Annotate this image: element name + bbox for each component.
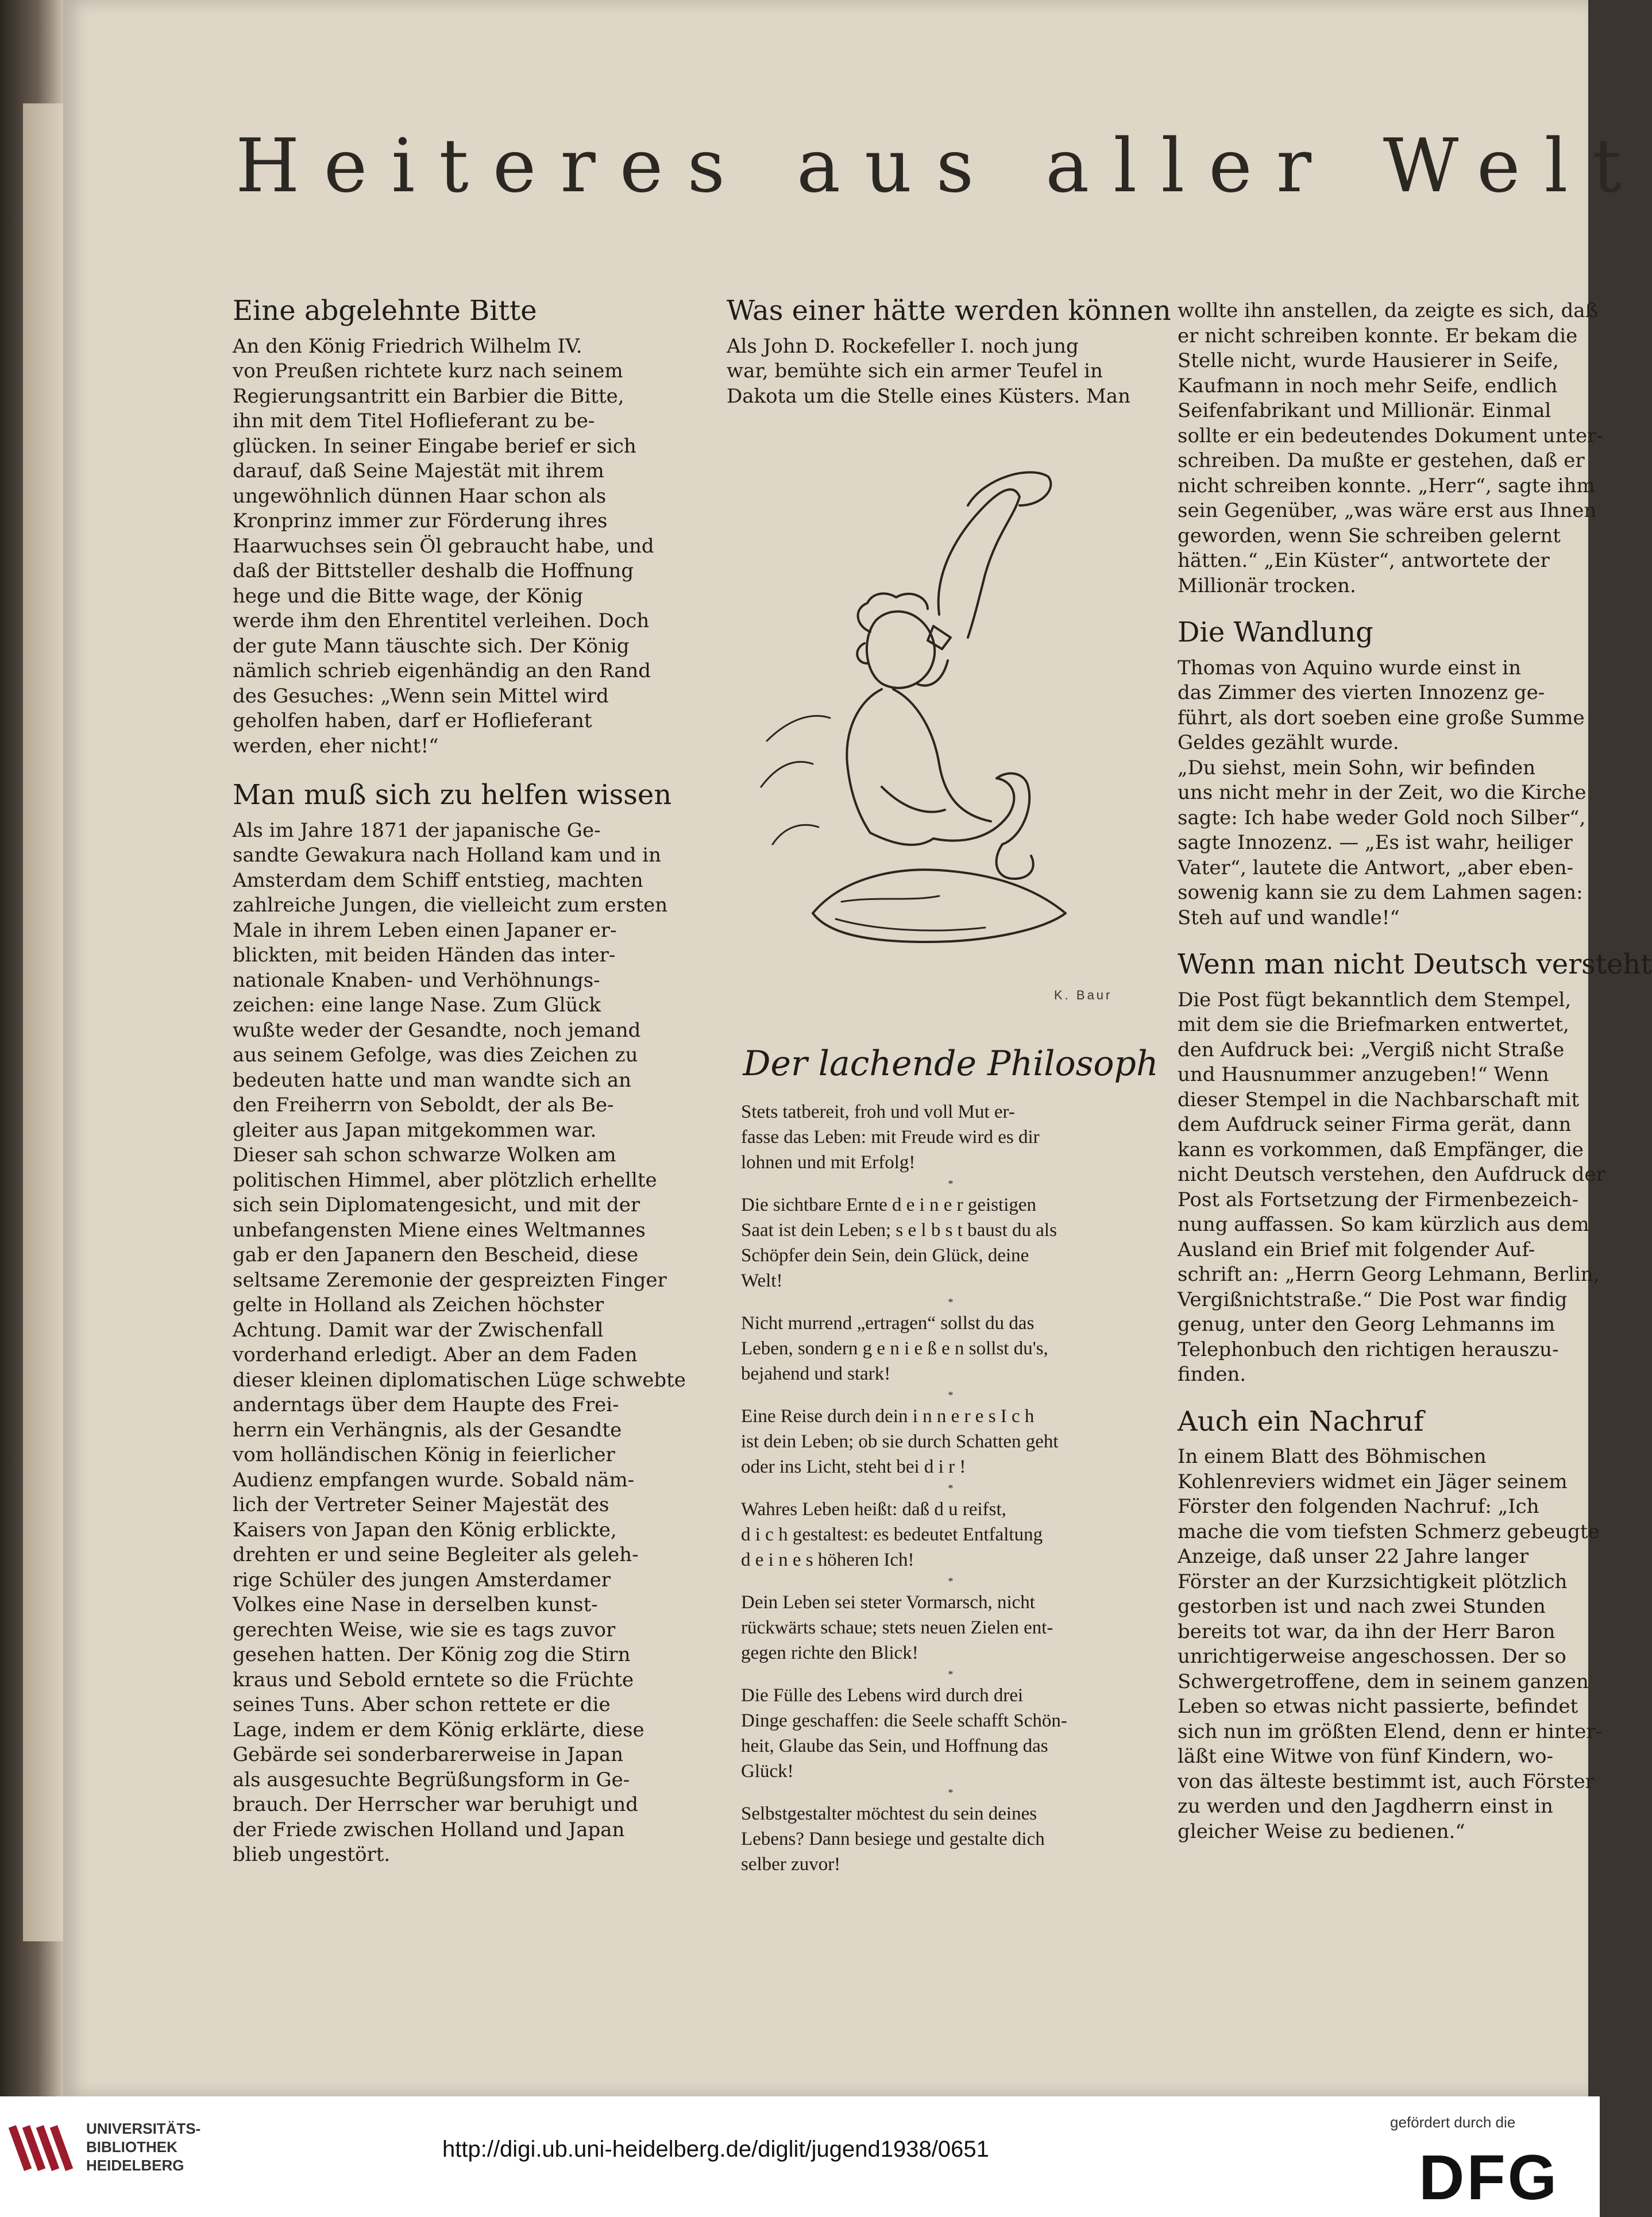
separator-star: * xyxy=(948,1178,954,1189)
text-line: gesehen hatten. Der König zog die Stirn xyxy=(233,1643,631,1666)
funding-note: gefördert durch die xyxy=(1390,2114,1516,2131)
text-line: Vater“, lautete die Antwort, „aber eben- xyxy=(1178,856,1574,879)
text-line: Dakota um die Stelle eines Küsters. Man xyxy=(727,384,1130,408)
text-line: Lebens? Dann besiege und gestalte dich xyxy=(741,1829,1045,1849)
text-line: sandte Gewakura nach Holland kam und in xyxy=(233,844,662,867)
text-line: Telephonbuch den richtigen herauszu- xyxy=(1178,1338,1559,1361)
article-heading: Eine abgelehnte Bitte xyxy=(233,295,537,327)
text-line: Amsterdam dem Schiff entstieg, machten xyxy=(233,868,643,892)
text-line: werde ihm den Ehrentitel verleihen. Doch xyxy=(233,609,650,632)
text-line: nämlich schrieb eigenhändig an den Rand xyxy=(233,659,651,682)
text-line: Selbstgestalter möchtest du sein deines xyxy=(741,1803,1037,1824)
text-line: Eine Reise durch dein i n n e r e s I c h xyxy=(741,1406,1035,1427)
text-line: der gute Mann täuschte sich. Der König xyxy=(233,634,630,658)
text-line: Thomas von Aquino wurde einst in xyxy=(1178,656,1521,679)
text-line: der Friede zwischen Holland und Japan xyxy=(233,1818,625,1841)
text-line: drehten er und seine Begleiter als geleh- xyxy=(233,1543,639,1566)
text-line: hege und die Bitte wage, der König xyxy=(233,584,584,608)
text-line: zeichen: eine lange Nase. Zum Glück xyxy=(233,994,601,1017)
stanza xyxy=(741,1683,1160,1784)
text-line: Förster den folgenden Nachruf: „Ich xyxy=(1178,1495,1539,1518)
text-line: Ausland ein Brief mit folgender Auf- xyxy=(1178,1238,1535,1261)
illustration-credit: K. Baur xyxy=(1054,988,1113,1002)
text-line: gelte in Holland als Zeichen höchster xyxy=(233,1293,604,1316)
article-body xyxy=(1178,656,1603,931)
article-body xyxy=(1178,1444,1603,1844)
article-heading: Man muß sich zu helfen wissen xyxy=(233,779,672,811)
text-line: heit, Glaube das Sein, und Hoffnung das xyxy=(741,1736,1048,1756)
text-line: gestorben ist und nach zwei Stunden xyxy=(1178,1595,1546,1618)
source-url-link[interactable]: http://digi.ub.uni-heidelberg.de/diglit/jugend1938/0651 xyxy=(442,2137,989,2162)
text-line: Achtung. Damit war der Zwischenfall xyxy=(233,1318,604,1342)
article-heading: Auch ein Nachruf xyxy=(1178,1405,1424,1438)
text-line: vom holländischen König in feierlicher xyxy=(233,1443,615,1466)
text-line: Wahres Leben heißt: daß d u reifst, xyxy=(741,1499,1006,1520)
column-right xyxy=(1178,299,1652,1844)
text-line: das Zimmer des vierten Innozenz ge- xyxy=(1178,681,1545,704)
text-line: nung auffassen. So kam kürzlich aus dem xyxy=(1178,1213,1589,1236)
separator-star: * xyxy=(948,1389,954,1401)
text-line: geworden, wenn Sie schreiben gelernt xyxy=(1178,524,1561,547)
text-line: anderntags über dem Haupte des Frei- xyxy=(233,1393,619,1416)
text-line: d i c h gestaltest: es bedeutet Entfaltung xyxy=(741,1524,1043,1545)
text-line: sich nun im größten Elend, denn er hinter- xyxy=(1178,1720,1603,1743)
university-library-logo-icon xyxy=(11,2114,80,2183)
article-heading: Wenn man nicht Deutsch versteht xyxy=(1178,948,1652,980)
text-line: ist dein Leben; ob sie durch Schatten geht xyxy=(741,1431,1059,1452)
text-line: Volkes eine Nase in derselben kunst- xyxy=(233,1593,598,1616)
separator-star: * xyxy=(948,1296,954,1308)
text-line: rige Schüler des jungen Amsterdamer xyxy=(233,1568,611,1592)
text-line: Saat ist dein Leben; s e l b s t baust du als xyxy=(741,1220,1057,1241)
text-line: nicht schreiben konnte. „Herr“, sagte ihm xyxy=(1178,474,1595,497)
text-line: Steh auf und wandle!“ xyxy=(1178,906,1400,929)
text-line: Vergißnichtstraße.“ Die Post war findig xyxy=(1178,1288,1568,1311)
stanza xyxy=(741,1404,1160,1480)
article-body xyxy=(233,818,709,1868)
text-line: politischen Himmel, aber plötzlich erhellte xyxy=(233,1168,657,1192)
article-body xyxy=(1178,988,1603,1388)
text-line: er nicht schreiben konnte. Er bekam die xyxy=(1178,324,1578,347)
text-line: Als John D. Rockefeller I. noch jung xyxy=(727,334,1079,358)
scanned-page xyxy=(63,0,1652,2096)
text-line: dieser kleinen diplomatischen Lüge schwebte xyxy=(233,1368,686,1392)
stanza xyxy=(741,1099,1160,1175)
text-line: dem Aufdruck seiner Firma gerät, dann xyxy=(1178,1113,1572,1136)
text-line: glücken. In seiner Eingabe berief er sich xyxy=(233,434,636,458)
stanza xyxy=(741,1311,1160,1386)
text-line: Die Fülle des Lebens wird durch drei xyxy=(741,1685,1024,1706)
column-middle xyxy=(727,295,1171,409)
text-line: seltsame Zeremonie der gespreizten Finger xyxy=(233,1268,667,1292)
poem-title: Der lachende Philosoph xyxy=(743,1044,1159,1084)
text-line: bereits tot war, da ihn der Herr Baron xyxy=(1178,1620,1555,1643)
text-line: sowenig kann sie zu dem Lahmen sagen: xyxy=(1178,881,1583,904)
text-line: uns nicht mehr in der Zeit, wo die Kirche xyxy=(1178,781,1587,804)
text-line: nationale Knaben- und Verhöhnungs- xyxy=(233,968,600,992)
text-line: zahlreiche Jungen, die vielleicht zum ersten xyxy=(233,894,668,917)
text-line: Stets tatbereit, froh und voll Mut er- xyxy=(741,1102,1015,1122)
text-line: Schwergetroffene, dem in seinem ganzen xyxy=(1178,1670,1589,1693)
text-line: Regierungsantritt ein Barbier die Bitte, xyxy=(233,384,624,408)
text-line: Stelle nicht, wurde Hausierer in Seife, xyxy=(1178,349,1559,372)
text-line: „Du siehst, mein Sohn, wir befinden xyxy=(1178,756,1536,779)
text-line: sein Gegenüber, „was wäre erst aus Ihnen xyxy=(1178,499,1597,522)
text-line: nicht Deutsch verstehen, den Aufdruck der xyxy=(1178,1163,1605,1186)
text-line: Nicht murrend „ertragen“ sollst du das xyxy=(741,1313,1035,1334)
text-line: Audienz empfangen wurde. Sobald näm- xyxy=(233,1468,635,1492)
stanza xyxy=(741,1192,1160,1293)
text-line: Kronprinz immer zur Förderung ihres xyxy=(233,509,608,532)
text-line: selber zuvor! xyxy=(741,1854,841,1875)
text-line: Kohlenreviers widmet ein Jäger seinem xyxy=(1178,1470,1568,1493)
text-line: Die sichtbare Ernte d e i n e r geistigen xyxy=(741,1195,1037,1215)
separator-star: * xyxy=(948,1482,954,1494)
text-line: sich sein Diplomatengesicht, und mit der xyxy=(233,1194,640,1216)
stanza xyxy=(741,1590,1160,1666)
text-line: führt, als dort soeben eine große Summe xyxy=(1178,706,1585,729)
text-line: Kaufmann in noch mehr Seife, endlich xyxy=(1178,374,1558,397)
text-line: zu werden und den Jagdherrn einst in xyxy=(1178,1795,1553,1818)
text-line: schrift an: „Herrn Georg Lehmann, Berlin, xyxy=(1178,1263,1600,1286)
text-line: Dieser sah schon schwarze Wolken am xyxy=(233,1144,616,1167)
text-line: läßt eine Witwe von fünf Kindern, wo- xyxy=(1178,1745,1554,1768)
text-line: bejahend und stark! xyxy=(741,1364,891,1384)
text-line: Male in ihrem Leben einen Japaner er- xyxy=(233,918,617,942)
text-line: wollte ihn anstellen, da zeigte es sich, daß xyxy=(1178,299,1599,322)
text-line: war, bemühte sich ein armer Teufel in xyxy=(727,360,1103,383)
text-line: gleicher Weise zu bedienen.“ xyxy=(1178,1820,1465,1843)
text-line: brauch. Der Herrscher war beruhigt und xyxy=(233,1793,639,1816)
article-heading: Die Wandlung xyxy=(1178,616,1373,648)
text-line: Post als Fortsetzung der Firmenbezeich- xyxy=(1178,1188,1579,1211)
text-line: ungewöhnlich dünnen Haar schon als xyxy=(233,484,607,508)
text-line: Seifenfabrikant und Millionär. Einmal xyxy=(1178,399,1551,422)
text-line: Dein Leben sei steter Vormarsch, nicht xyxy=(741,1592,1035,1613)
separator-star: * xyxy=(948,1787,954,1798)
text-line: blickten, mit beiden Händen das inter- xyxy=(233,944,616,967)
text-line: und Hausnummer anzugeben!“ Wenn xyxy=(1178,1063,1549,1086)
stanza xyxy=(741,1497,1160,1573)
library-name: UNIVERSITÄTS- BIBLIOTHEK HEIDELBERG xyxy=(86,2120,201,2174)
text-line: An den König Friedrich Wilhelm IV. xyxy=(233,334,582,358)
text-line: gerechten Weise, wie sie es tags zuvor xyxy=(233,1618,616,1641)
text-line: Gebärde sei sonderbarerweise in Japan xyxy=(233,1743,624,1766)
article-body xyxy=(727,334,1163,410)
text-line: mache die vom tiefsten Schmerz gebeugte xyxy=(1178,1520,1600,1543)
text-line: Dinge geschaffen: die Seele schafft Schön- xyxy=(741,1710,1067,1731)
page-edge xyxy=(23,103,63,1941)
separator-star: * xyxy=(948,1575,954,1587)
text-line: Welt! xyxy=(741,1270,783,1291)
text-line: Millionär trocken. xyxy=(1178,574,1356,597)
text-line: Geldes gezählt wurde. xyxy=(1178,731,1399,754)
text-line: Leben so etwas nicht passierte, befindet xyxy=(1178,1695,1578,1718)
text-line: daß der Bittsteller deshalb die Hoffnung xyxy=(233,559,634,582)
text-line: oder ins Licht, steht bei d i r ! xyxy=(741,1457,966,1477)
text-line: aus seinem Gefolge, was dies Zeichen zu xyxy=(233,1044,638,1067)
text-line: Lage, indem er dem König erklärte, diese xyxy=(233,1718,644,1741)
text-line: den Freiherrn von Seboldt, der als Be- xyxy=(233,1094,614,1117)
article-body xyxy=(1178,299,1603,598)
text-line: In einem Blatt des Böhmischen xyxy=(1178,1445,1487,1468)
text-line: schreiben. Da mußte er gestehen, daß er xyxy=(1178,449,1585,472)
separator-star: * xyxy=(948,1668,954,1680)
text-line: seines Tuns. Aber schon rettete er die xyxy=(233,1693,611,1716)
text-line: Glück! xyxy=(741,1761,794,1782)
article-heading: Was einer hätte werden können xyxy=(727,295,1171,327)
footer-bar xyxy=(0,2096,1600,2217)
text-line: gegen richte den Blick! xyxy=(741,1643,918,1663)
text-line: finden. xyxy=(1178,1363,1246,1386)
text-line: vorderhand erledigt. Aber an dem Faden xyxy=(233,1343,638,1366)
text-line: unbefangensten Miene eines Weltmannes xyxy=(233,1218,646,1242)
text-line: gleiter aus Japan mitgekommen war. xyxy=(233,1118,597,1142)
text-line: bedeuten hatte und man wandte sich an xyxy=(233,1068,632,1092)
text-line: Schöpfer dein Sein, dein Glück, deine xyxy=(741,1245,1029,1266)
text-line: genug, unter den Georg Lehmanns im xyxy=(1178,1313,1555,1336)
text-line: dieser Stempel in die Nachbarschaft mit xyxy=(1178,1088,1580,1111)
column-left xyxy=(233,295,709,1868)
poem-block xyxy=(741,1044,1160,1877)
text-line: lohnen und mit Erfolg! xyxy=(741,1152,916,1173)
text-line: d e i n e s höheren Ich! xyxy=(741,1550,914,1570)
text-line: Förster an der Kurzsichtigkeit plötzlich xyxy=(1178,1570,1568,1593)
text-line: Die Post fügt bekanntlich dem Stempel, xyxy=(1178,988,1572,1011)
text-line: blieb ungestört. xyxy=(233,1843,391,1866)
text-line: herrn ein Verhängnis, als der Gesandte xyxy=(233,1418,622,1442)
text-line: darauf, daß Seine Majestät mit ihrem xyxy=(233,459,604,482)
page-title: Heiteres aus aller Welt xyxy=(236,123,1646,209)
text-line: als ausgesuchte Begrüßungsform in Ge- xyxy=(233,1768,630,1791)
article-body xyxy=(233,334,709,759)
text-line: Anzeige, daß unser 22 Jahre langer xyxy=(1178,1545,1529,1568)
dfg-logo: DFG xyxy=(1419,2142,1560,2213)
text-line: gab er den Japanern den Bescheid, diese xyxy=(233,1243,639,1266)
text-line: sagte Innozenz. — „Es ist wahr, heiliger xyxy=(1178,831,1573,854)
text-line: ihn mit dem Titel Hoflieferant zu be- xyxy=(233,410,595,432)
text-line: von das älteste bestimmt ist, auch Förster xyxy=(1178,1770,1595,1793)
text-line: unrichtigerweise angeschossen. Der so xyxy=(1178,1645,1566,1668)
cherub-illustration xyxy=(744,442,1134,1005)
text-line: werden, eher nicht!“ xyxy=(233,734,439,758)
text-line: sollte er ein bedeutendes Dokument unter- xyxy=(1178,424,1603,447)
text-line: von Preußen richtete kurz nach seinem xyxy=(233,360,623,383)
text-line: den Aufdruck bei: „Vergiß nicht Straße xyxy=(1178,1038,1565,1061)
text-line: fasse das Leben: mit Freude wird es dir xyxy=(741,1127,1040,1148)
text-line: des Gesuches: „Wenn sein Mittel wird xyxy=(233,684,609,708)
text-line: Haarwuchses sein Öl gebraucht habe, und xyxy=(233,534,654,558)
text-line: Als im Jahre 1871 der japanische Ge- xyxy=(233,818,601,842)
text-line: rückwärts schaue; stets neuen Zielen ent- xyxy=(741,1617,1053,1638)
text-line: kann es vorkommen, daß Empfänger, die xyxy=(1178,1138,1584,1161)
text-line: geholfen haben, darf er Hoflieferant xyxy=(233,709,592,732)
text-line: sagte: Ich habe weder Gold noch Silber“, xyxy=(1178,806,1586,829)
text-line: Leben, sondern g e n i e ß e n sollst du's, xyxy=(741,1338,1048,1359)
text-line: kraus und Sebold erntete so die Früchte xyxy=(233,1668,634,1691)
text-line: lich der Vertreter Seiner Majestät des xyxy=(233,1493,609,1516)
text-line: wußte weder der Gesandte, noch jemand xyxy=(233,1018,641,1042)
text-line: Kaisers von Japan den König erblickte, xyxy=(233,1518,617,1542)
text-line: mit dem sie die Briefmarken entwertet, xyxy=(1178,1013,1569,1036)
text-line: hätten.“ „Ein Küster“, antwortete der xyxy=(1178,549,1550,572)
stanza xyxy=(741,1801,1160,1877)
